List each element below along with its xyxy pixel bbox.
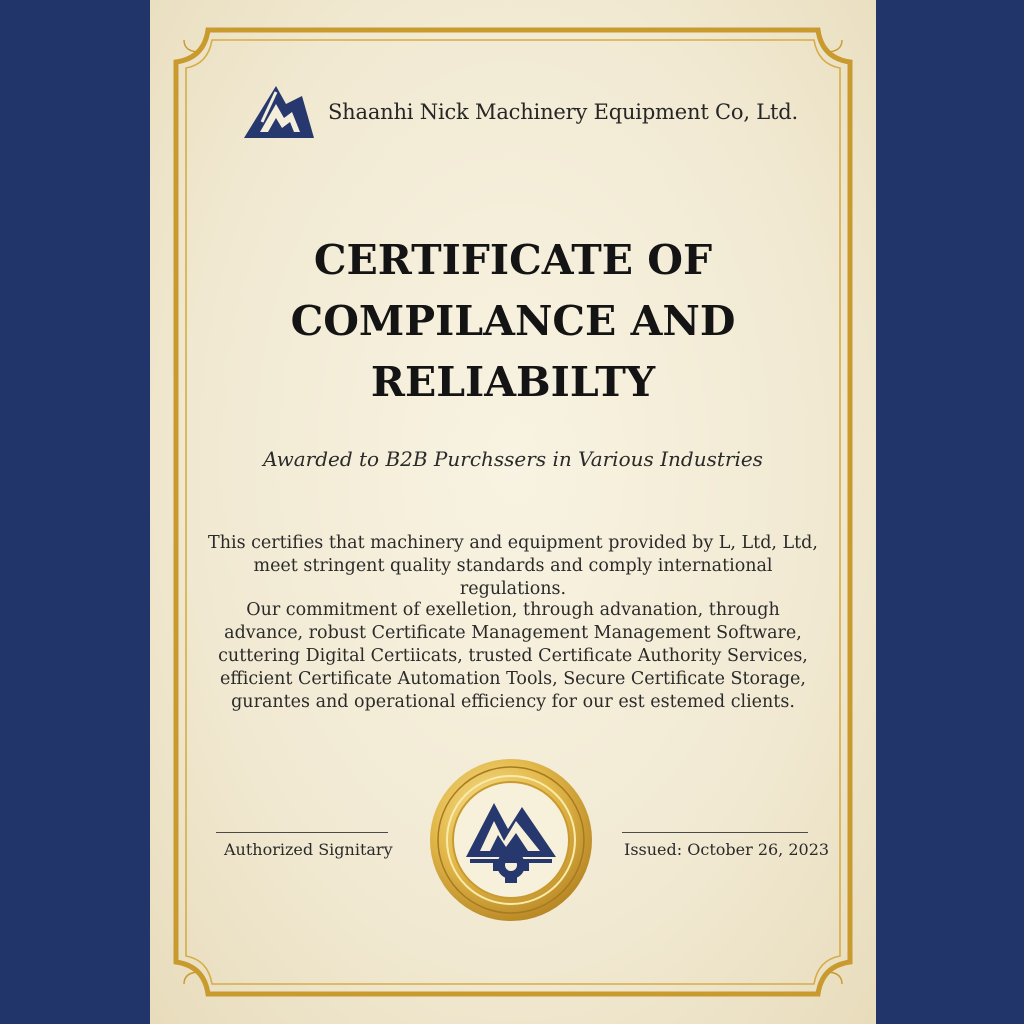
gold-seal-icon <box>428 757 594 923</box>
commitment-statement: Our commitment of exelletion, through advanation, through advance, robust Certificate Management Management Software, cuttering Digital Certiicats, trusted Certificate Authority Services, efficient Certificate Automation Tools, Secure Certificate Storage, gurantes and operational efficiency for our est estemed clients. <box>218 600 808 712</box>
title-line-3: RELIABILTY <box>370 358 656 406</box>
certificate-subtitle: Awarded to B2B Purchssers in Various Industries <box>263 447 763 471</box>
issued-date: Issued: October 26, 2023 <box>624 840 830 859</box>
signatory-label: Authorized Signitary <box>224 840 393 859</box>
title-line-2: COMPILANCE AND <box>290 297 736 345</box>
mountain-logo-icon <box>242 82 316 142</box>
company-name: Shaanhi Nick Machinery Equipment Co, Ltd. <box>328 100 799 124</box>
certification-statement: This certifies that machinery and equipment provided by L, Ltd, Ltd, meet stringent quality standards and comply international regulations. <box>208 533 818 599</box>
company-header <box>242 82 798 142</box>
signature-line <box>216 832 388 833</box>
title-line-1: CERTIFICATE OF <box>313 236 713 284</box>
certificate-title <box>210 230 816 413</box>
certificate-sheet <box>150 0 876 1024</box>
issued-date-line <box>622 832 808 833</box>
